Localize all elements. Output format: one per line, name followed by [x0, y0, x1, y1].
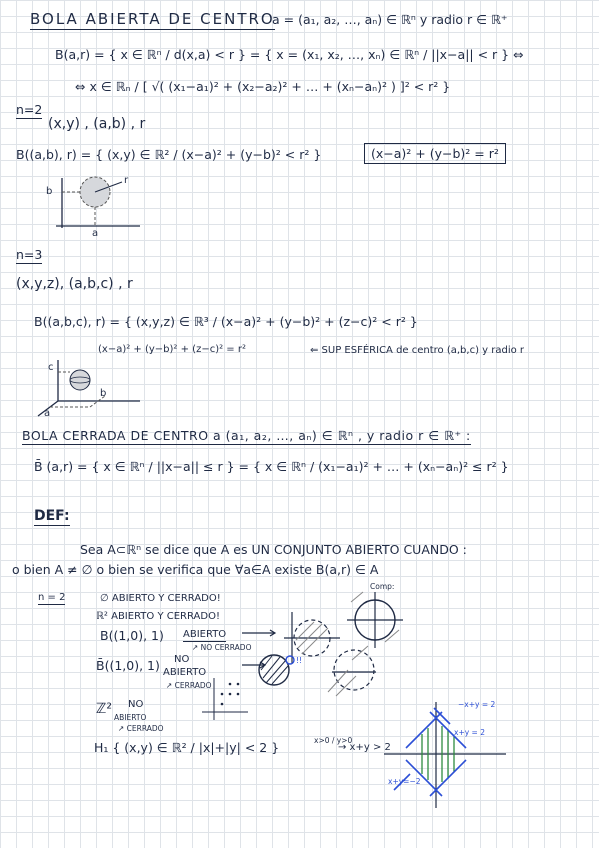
- n3-sphere-equation: (x−a)² + (y−b)² + (z−c)² = r²: [98, 344, 246, 355]
- closed-ball-heading: BOLA CERRADA DE CENTRO a (a₁, a₂, …, aₙ) ∈ ℝⁿ , y radio r ∈ ℝ⁺ :: [22, 428, 471, 443]
- examples-label: n = 2: [38, 592, 66, 603]
- def-line2: o bien A ≠ ∅ o bien se verifica que ∀a∈A existe B(a,r) ∈ A: [12, 562, 379, 577]
- sphere-a-label: a: [44, 408, 51, 419]
- n2-label: n=2: [16, 102, 43, 117]
- sphere-figure-sphere: [70, 370, 90, 390]
- example-h1-result: → x+y > 2: [338, 742, 391, 753]
- example-z2: ℤ²: [96, 701, 113, 717]
- example-r2: ℝ² ABIERTO Y CERRADO!: [96, 611, 220, 622]
- example-z2-tag1: NO: [128, 699, 144, 710]
- example-closed-ball-tag1: NO: [174, 654, 190, 665]
- example-z2-tag2: ABIERTO: [114, 713, 147, 722]
- example-h1-cond: x>0 / y>0: [314, 736, 353, 745]
- n3-items: (x,y,z), (a,b,c) , r: [16, 276, 133, 292]
- diamond-sketch: [380, 700, 510, 810]
- n2-items: (x,y) , (a,b) , r: [48, 116, 146, 132]
- closed-ball-definition: B̄ (a,r) = { x ∈ ℝⁿ / ||x−a|| ≤ r } = { x ∈ ℝⁿ / (x₁−a₁)² + … + (xₙ−aₙ)² ≤ r² }: [34, 459, 509, 474]
- line-label-c: x+y=−2: [388, 777, 421, 786]
- open-ball-heading: BOLA ABIERTA DE CENTRO: [30, 10, 275, 28]
- example-open-ball-tag1: ABIERTO: [183, 629, 227, 640]
- example-empty: ∅ ABIERTO Y CERRADO!: [100, 593, 221, 604]
- z2-lattice-sketch: [200, 672, 250, 722]
- half-disc-sketch: [322, 640, 382, 700]
- example-z2-tag3: ↗ CERRADO: [118, 724, 164, 733]
- example-h1: H₁ { (x,y) ∈ ℝ² / |x|+|y| < 2 }: [94, 740, 280, 755]
- n3-sphere-note: ⇐ SUP ESFÉRICA de centro (a,b,c) y radio r: [310, 345, 525, 356]
- comp-label: Comp:: [370, 582, 395, 591]
- sphere-b-label: b: [100, 388, 107, 399]
- n2-equation: B((a,b), r) = { (x,y) ∈ ℝ² / (x−a)² + (y−b)² < r² }: [16, 147, 322, 162]
- disk-r-label: r: [124, 175, 129, 186]
- disk-a-label: a: [92, 228, 99, 239]
- n3-equation: B((a,b,c), r) = { (x,y,z) ∈ ℝ³ / (x−a)² + (y−b)² + (z−c)² < r² }: [34, 314, 418, 329]
- open-ball-def-line1: B(a,r) = { x ∈ ℝⁿ / d(x,a) < r } = { x = (x₁, x₂, …, xₙ) ∈ ℝⁿ / ||x−a|| < r } ⇔: [55, 47, 524, 62]
- line-label-b: x+y = 2: [454, 728, 485, 737]
- def-line1: Sea A⊂ℝⁿ se dice que A es UN CONJUNTO ABIERTO CUANDO :: [80, 542, 467, 557]
- example-open-ball-tag2: ↗ NO CERRADO: [192, 643, 252, 652]
- example-closed-ball-tag2: ABIERTO: [163, 667, 207, 678]
- disk-b-label: b: [46, 186, 53, 197]
- example-open-ball: B((1,0), 1): [100, 628, 164, 643]
- example-closed-ball-tag3: ↗ CERRADO: [166, 681, 212, 690]
- open-ball-heading-center: a = (a₁, a₂, …, aₙ) ∈ ℝⁿ y radio r ∈ ℝ⁺: [272, 12, 508, 27]
- sphere-c-label: c: [48, 362, 54, 373]
- n3-label: n=3: [16, 247, 43, 262]
- def-label: DEF:: [34, 508, 70, 524]
- open-ball-def-line2: ⇔ x ∈ ℝₙ / [ √( (x₁−a₁)² + (x₂−a₂)² + … + (xₙ−aₙ)² ) ]² < r² }: [75, 79, 451, 94]
- boundary-mark: !!: [296, 656, 303, 665]
- example-closed-ball: B̄((1,0), 1): [96, 658, 160, 673]
- line-label-a: −x+y = 2: [458, 700, 496, 709]
- n2-boxed-equation: (x−a)² + (y−b)² = r²: [364, 143, 506, 164]
